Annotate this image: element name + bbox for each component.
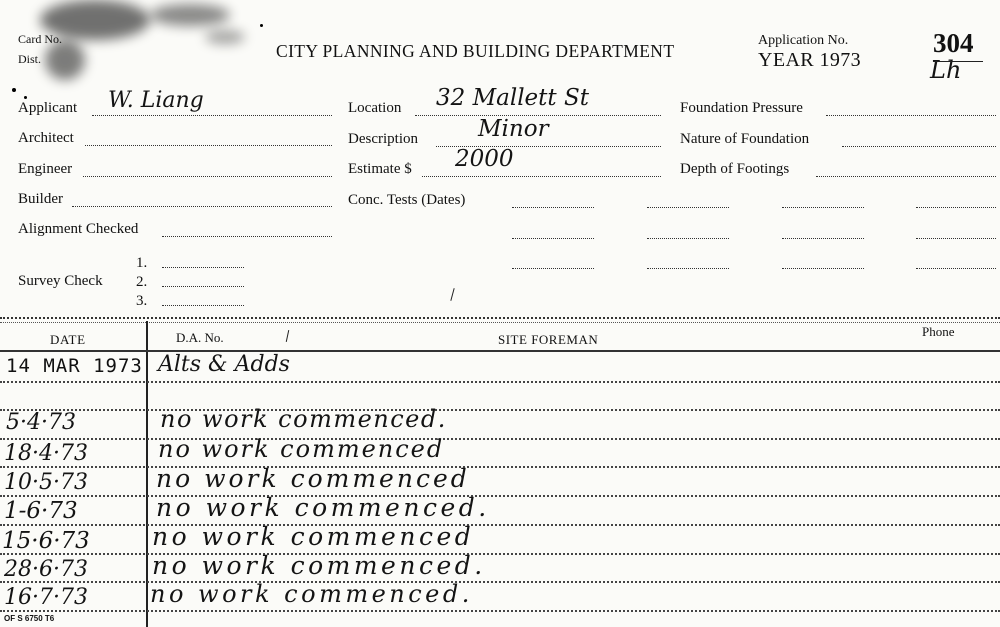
applicant-label: Applicant [18, 100, 78, 116]
survey-3-label: 3. [136, 293, 148, 309]
ink-speck [260, 24, 263, 27]
ink-smudge [150, 4, 230, 26]
row-rule [0, 524, 1000, 526]
nature-foundation-label: Nature of Foundation [680, 131, 810, 147]
department-title: CITY PLANNING AND BUILDING DEPARTMENT [276, 41, 675, 61]
alignment-line [162, 236, 332, 237]
row-rule [0, 409, 1000, 411]
depth-footings-label: Depth of Footings [680, 161, 790, 177]
row-date: 18·4·73 [4, 441, 88, 466]
table-header-rule [0, 350, 1000, 352]
row-entry: no work commenced. [156, 493, 490, 522]
conc-test-line [647, 238, 729, 239]
row-entry: no work commenced [156, 464, 470, 493]
foundation-pressure-line [826, 115, 996, 116]
ink-speck [24, 96, 27, 99]
application-no-label: Application No. [758, 33, 849, 48]
conc-test-line [782, 268, 864, 269]
row-date: 16·7·73 [4, 585, 88, 610]
ink-smudge [205, 30, 245, 44]
location-label: Location [348, 100, 402, 116]
applicant-line [92, 115, 332, 116]
survey-2-line [162, 286, 244, 287]
row-entry: Alts & Adds [158, 352, 290, 377]
survey-3-line [162, 305, 244, 306]
row-date: 1-6·73 [4, 498, 78, 524]
initials: Lh [930, 56, 962, 84]
form-code: OF S 6750 T6 [4, 614, 55, 623]
row-entry: no work commenced. [150, 580, 473, 608]
table-top-rule [0, 322, 1000, 323]
conc-test-line [512, 238, 594, 239]
date-header: DATE [50, 332, 86, 347]
architect-label: Architect [18, 130, 74, 146]
conc-test-line [782, 207, 864, 208]
row-date: 5·4·73 [6, 410, 76, 435]
application-number: 304 [933, 28, 974, 58]
row-date: 28·6·73 [4, 557, 88, 582]
row-date: 15·6·73 [2, 528, 90, 554]
site-foreman-header: SITE FOREMAN [498, 332, 599, 347]
conc-test-line [512, 207, 594, 208]
card-no-label: Card No. [18, 32, 62, 46]
row-rule [0, 466, 1000, 468]
builder-label: Builder [18, 191, 63, 207]
engineer-label: Engineer [18, 161, 73, 177]
survey-1-line [162, 267, 244, 268]
row-date: 10·5·73 [4, 470, 88, 495]
survey-check-label: Survey Check [18, 273, 103, 289]
applicant-value: W. Liang [108, 88, 204, 113]
conc-test-line [916, 207, 996, 208]
description-label: Description [348, 131, 418, 147]
number-underline [933, 61, 983, 62]
conc-test-line [782, 238, 864, 239]
row-entry: no work commenced [152, 522, 475, 551]
nature-foundation-line [842, 146, 996, 147]
year-label: YEAR 1973 [758, 49, 862, 71]
estimate-line [422, 176, 661, 177]
alignment-label: Alignment Checked [18, 221, 139, 237]
location-value: 32 Mallett St [436, 85, 589, 111]
estimate-label: Estimate $ [348, 161, 412, 177]
survey-1-label: 1. [136, 255, 148, 271]
builder-line [72, 206, 332, 207]
pen-mark [286, 330, 289, 342]
conc-test-line [647, 268, 729, 269]
row-rule [0, 381, 1000, 383]
estimate-value: 2000 [455, 146, 514, 172]
conc-test-line [916, 238, 996, 239]
row-rule [0, 553, 1000, 555]
row-rule [0, 438, 1000, 440]
survey-2-label: 2. [136, 274, 148, 290]
row-entry: no work commenced [158, 435, 445, 463]
row-rule [0, 495, 1000, 497]
foundation-pressure-label: Foundation Pressure [680, 100, 803, 116]
phone-header: Phone [922, 324, 955, 339]
conc-test-line [916, 268, 996, 269]
architect-line [85, 145, 332, 146]
dist-label: Dist. [18, 52, 42, 66]
depth-footings-line [816, 176, 996, 177]
da-no-header: D.A. No. [176, 330, 224, 345]
ink-speck [12, 88, 16, 92]
row-entry: no work commenced. [152, 551, 486, 580]
row-entry: no work commenced. [160, 405, 447, 433]
row-date-stamp: 14 MAR 1973 [6, 355, 143, 377]
pen-mark [450, 288, 454, 301]
engineer-line [83, 176, 332, 177]
conc-tests-label: Conc. Tests (Dates) [348, 192, 466, 208]
conc-test-line [647, 207, 729, 208]
table-top-rule [0, 317, 1000, 319]
conc-test-line [512, 268, 594, 269]
description-value: Minor [478, 116, 549, 142]
row-rule [0, 610, 1000, 612]
